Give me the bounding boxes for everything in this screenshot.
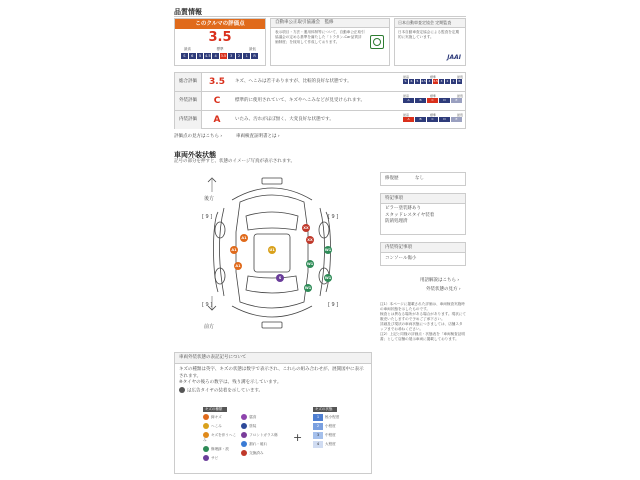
legend-text-2: ※タイヤの後ろの数字は、残り溝を示しています。: [179, 380, 282, 385]
tire-icon: [179, 387, 185, 393]
jaai-box: [394, 18, 466, 66]
damage-mark[interactable]: XX: [303, 226, 309, 230]
legend-box: [174, 352, 372, 474]
repair-label: 修復歴: [385, 176, 399, 181]
rating-row-overall: [175, 73, 465, 92]
ratings-table: [174, 72, 466, 129]
repair-history: [380, 172, 466, 186]
jaai-logo: JAAI: [447, 54, 461, 61]
exterior-subtitle: 記号の部分を押すと、状態のイメージ写真が表示されます。: [174, 159, 296, 164]
rating-scale-letter: 最高 標準 最低 A B C D E: [403, 94, 463, 102]
score-badge: [174, 18, 266, 66]
car-outline: [174, 172, 370, 348]
front-label: 前方: [204, 324, 215, 330]
rating-label: 外装評価: [175, 92, 202, 110]
legend-title: 車両外装状態の表記記号について: [175, 353, 371, 364]
kind-header: キズの種類: [203, 407, 227, 412]
note: 検査とは異なる場所がある場合があります。現状にて販売いたしますので予めご了承下さい。: [380, 312, 466, 321]
kind-list-right: 腐食 塗装 フロントガラス傷 割れ・破れ 交換済み: [241, 414, 279, 461]
nine-left: [ 9 ]: [202, 214, 213, 220]
interior-notes: [380, 242, 466, 266]
special-list: [381, 204, 465, 228]
car-diagram: [174, 172, 370, 348]
rear-label: 後方: [204, 196, 215, 202]
rating-row-exterior: [175, 92, 465, 111]
state-table: [313, 407, 353, 448]
damage-mark[interactable]: W1: [324, 276, 332, 280]
exterior-title: 車両外装状態: [174, 151, 216, 159]
assoc-title: 自動車公正取引協議会 監修: [271, 19, 389, 28]
damage-mark[interactable]: W1: [324, 248, 332, 252]
rating-value: A: [213, 115, 221, 125]
damage-mark[interactable]: U1: [269, 248, 275, 252]
rating-desc: キズ、へこみは若干ありますが、比較的良好な状態です。: [235, 79, 352, 84]
nine-right-bottom: [ 9 ]: [328, 302, 339, 308]
special-item: スタッドレスタイヤ装着: [385, 212, 435, 218]
assoc-text: 表示項目・方法・運用体制等について、自動車公正取引協議会の定める基準を満たした「トラタン-Car品質評価制度」を採用して作成しております。: [275, 30, 365, 44]
score-badge-title: このクルマの評価点: [175, 19, 265, 29]
damage-mark[interactable]: W1: [304, 286, 312, 290]
special-item: 防錆処理済: [385, 219, 408, 224]
special-label: 特記事項: [381, 194, 465, 204]
glossary-link[interactable]: 用語解説はこちら ›: [420, 277, 459, 283]
jaai-text: 日本自動車査定協会による監査を定期的に実施しています。: [398, 30, 460, 39]
repair-value: なし: [415, 176, 424, 181]
quality-divider: [174, 16, 466, 17]
scale-labels: 最高 標準 最低: [184, 47, 256, 51]
rating-guide-link[interactable]: 評価点の見方はこちら ›: [174, 133, 222, 139]
rating-desc: いたみ、汚れがほぼ無く、大変良好な状態です。: [235, 117, 334, 122]
nine-right: [ 9 ]: [328, 214, 339, 220]
overall-score: 3.5: [208, 30, 232, 45]
vehicle-report-link[interactable]: 車両検査証明書とは ›: [236, 133, 280, 139]
legend-text-3: は広告タイヤの装着を示しています。: [179, 387, 367, 395]
rating-row-interior: [175, 111, 465, 129]
nine-left-bottom: [ 9 ]: [202, 302, 213, 308]
rating-value: C: [213, 96, 221, 106]
legend-text-1: キズの種類は英字、キズの状態は数字で表示され、これらの組み合わせが、展開図中に表示されます。: [179, 367, 364, 379]
score-scale: S 6 5 4.5 4 3.5 3 2 1 R: [181, 53, 259, 59]
state-header: キズの状態: [313, 407, 337, 412]
note: 注1）本ページに掲載された評価は、車両検査実施時の車両状態を示したものです。: [380, 302, 465, 311]
note: 詳細及び現状の車両状態につきましては、店舗スタッフまでお尋ねください。: [380, 322, 463, 331]
plus-icon: +: [293, 431, 303, 444]
assoc-logo-icon: [370, 35, 384, 49]
rating-label: 内装評価: [175, 111, 202, 129]
rating-desc: 標準的に使用されていて、キズやへこみなどが見受けられます。: [235, 98, 365, 103]
damage-mark[interactable]: A1: [241, 236, 247, 240]
jaai-title: 日本自動車査定協会 定期監査: [395, 19, 465, 28]
rating-scale-numeric: 最高 標準 最低 S 6 5 4.5 4 3.5 3 2 1 R: [403, 75, 463, 83]
quality-title: 品質情報: [174, 8, 202, 16]
kind-table: [203, 407, 279, 461]
assoc-box: [270, 18, 390, 66]
rating-scale-letter: 最高 標準 最低 A B C D E: [403, 113, 463, 121]
legend-text: [175, 364, 371, 395]
kind-list-left: 線キズ へこみ キズを伴うへこみ 修理跡・波 サビ: [203, 415, 237, 460]
special-item: ピラー塗装跡あり: [385, 206, 421, 211]
damage-mark[interactable]: S: [276, 274, 284, 282]
state-list: 1 極小程度 2 小程度 3 中程度 4 大程度: [313, 414, 353, 448]
rating-value: 3.5: [209, 77, 225, 87]
damage-mark[interactable]: W1: [306, 262, 314, 266]
interior-value: コンソール傷小: [385, 256, 417, 261]
notes-block: [380, 302, 466, 342]
rating-label: 総合評価: [175, 73, 202, 91]
exterior-guide-link[interactable]: 外装状態の見方 ›: [426, 286, 461, 292]
interior-label: 内装特記事項: [381, 243, 465, 253]
special-notes: [380, 193, 466, 235]
damage-mark[interactable]: A1: [235, 264, 241, 268]
note: 注2）上記と同様の評価点・状態表を「車両検査証明書」として店舗の展示車両に掲載しております。: [380, 332, 465, 341]
damage-mark[interactable]: XX: [307, 238, 313, 242]
damage-mark[interactable]: A1: [231, 248, 237, 252]
